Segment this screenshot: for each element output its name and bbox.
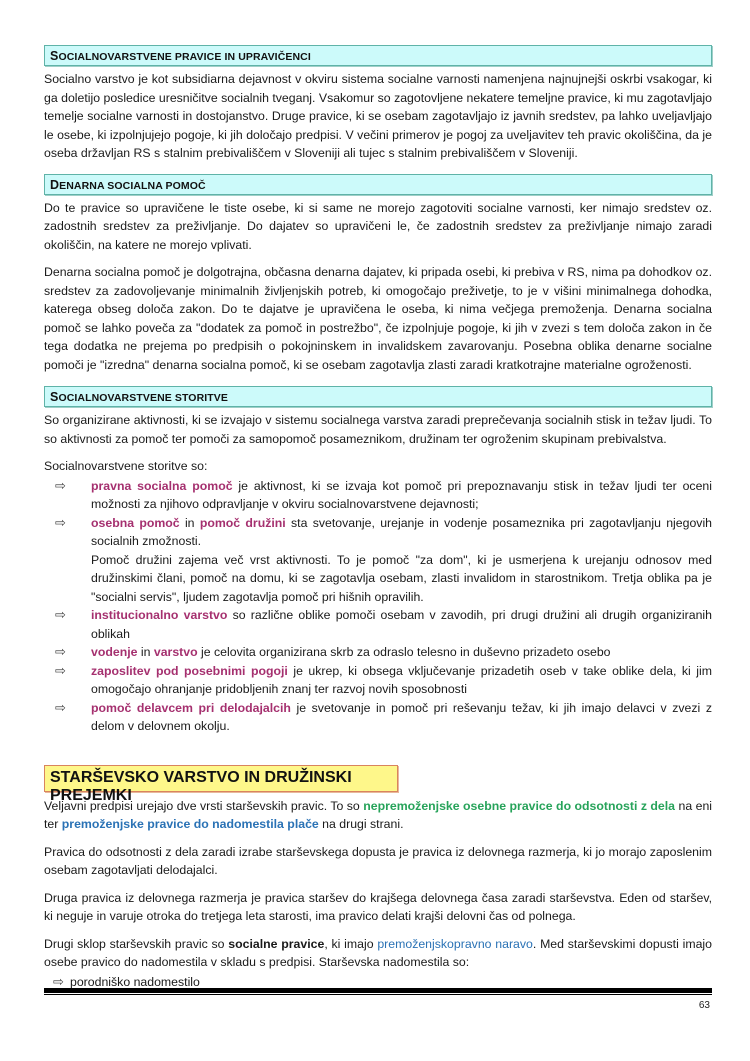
arrow-right-icon: ⇨ (55, 607, 66, 622)
footer-rule (44, 988, 712, 993)
list-item: ⇨ pravna socialna pomoč je aktivnost, ki se izvaja kot pomoč pri prepoznavanju stisk in težav ljudi ter oceni možnosti za njihovo odpravljanje v okviru socialnovarstvene dejavnosti; (55, 477, 712, 511)
list-item-extra: Pomoč družini zajema več vrst aktivnosti. To je pomoč "za dom", ki je usmerjena k urejanju odnosov med družinskimi člani, pomoč na domu, ki se zagotavlja osebam, zlasti invalidom in starostnikom. Tretja oblika pa je "socialni servis", ljudem zagotavlja pomoč pri hišnih opravilih. (91, 552, 712, 604)
document-page (44, 44, 712, 991)
services-list (44, 477, 712, 736)
paragraph: Socialnovarstvene storitve so: (44, 459, 208, 473)
paragraph: Druga pravica iz delovnega razmerja je pravica staršev do krajšega delovnega časa zaradi starševstva. Eden od staršev, ki neguje in varuje otroka do tretjega leta starosti, ima pravico delati krajši delovni čas od polnega. (44, 890, 712, 923)
footer-rule-thin (44, 994, 712, 995)
paragraph: Drugi sklop starševskih pravic so socialne pravice, ki imajo premoženjskopravno naravo. Med starševskimi dopusti imajo osebe pravico do nadomestila v skladu s predpisi. Starševska nadomestila so: (44, 936, 712, 969)
arrow-right-icon: ⇨ (55, 514, 66, 530)
list-item: ⇨ institucionalno varstvo so različne oblike pomoči osebam v zavodih, pri drugi družini ali drugih organiziranih oblikah (55, 607, 713, 641)
arrow-right-icon: ⇨ (55, 477, 66, 493)
paragraph: So organizirane aktivnosti, ki se izvajajo v sistemu socialnega varstva zaradi preprečevanja socialnih stisk in težav ljudi. To so aktivnosti za pomoč ter pomoči za samopomoč posameznikom, družinam ter ogroženim skupinam prebivalstva. (44, 413, 712, 446)
page-number: 63 (698, 1000, 710, 1011)
paragraph: Veljavni predpisi urejajo dve vrsti starševskih pravic. To so nepremoženjske osebne pravice do odsotnosti z dela na eni ter premoženjske pravice do nadomestila plače na drugi strani. (44, 798, 713, 831)
paragraph: Denarna socialna pomoč je dolgotrajna, občasna denarna dajatev, ki pripada osebi, ki prebiva v RS, nima pa dohodkov oz. sredstev za zadovoljevanje minimalnih življenjskih potreb, ki omogočajo preživetje, to je v višini minimalnega dohodka, katerega obseg določa zakon. Do te dajatve je upravičena le oseba, ki nima večjega premoženja. Denarna socialna pomoč se lahko poveča za "dodatek za pomoč in postrežbo", če izpolnjuje pogoje, ki jih v zvezi s tem določa zakon in če tega dodatka ne prejema po predpisih o pokojninskem in invalidskem zavarovanju. Posebna oblika denarne socialne pomoči je "izredna" denarna socialna pomoč, ki se osebam zagotavlja zlasti zaradi kratkotrajne materialne ogroženosti. (44, 265, 712, 372)
main-heading-starsevsko-varstvo: STARŠEVSKO VARSTVO IN DRUŽINSKI PREJEMKI (44, 765, 398, 792)
list-item: ⇨ vodenje in varstvo je celovita organizirana skrb za odraslo telesno in duševno prizadeto osebo (44, 643, 712, 662)
paragraph: Pravica do odsotnosti z dela zaradi izrabe starševskega dopusta je pravica iz delovnega razmerja, ki jo morajo zaposlenim osebam zagotavljati delodajalci. (44, 844, 712, 877)
section-heading-denarna-socialna-pomoc: DENARNA SOCIALNA POMOČ (44, 174, 712, 195)
list-item: ⇨ pomoč delavcem pri delodajalcih je svetovanje in pomoč pri reševanju težav, ki jih imajo delavci v zvezi z delom v delovnem okolju. (55, 699, 712, 733)
list-item: ⇨ zaposlitev pod posebnimi pogoji je ukrep, ki obsega vključevanje prizadetih oseb v take oblike dela, ki jim omogočajo ohranjanje pridobljenih znanj ter razvoj novih sposobnosti (55, 662, 712, 696)
list-item: ⇨ porodniško nadomestilo (44, 973, 712, 992)
list-item: ⇨ osebna pomoč in pomoč družini sta svetovanje, urejanje in vodenje posameznika pri zagotavljanju njegovih socialnih zmožnosti. Pomoč družini zajema več vrst aktivnosti. To je pomoč "za dom", ki je usmerjena k urejanju odnosov med družinskimi člani, pomoč na domu, ki se zagotavlja osebam, zlasti invalidom in starostnikom. Tretja oblika pa je "socialni servis", ljudem zagotavlja pomoč pri hišnih opravilih. (44, 514, 712, 607)
term-blue: premoženjske pravice do nadomestila plače (61, 817, 319, 831)
arrow-right-icon: ⇨ (55, 644, 66, 659)
arrow-right-icon: ⇨ (55, 662, 66, 678)
paragraph: Do te pravice so upravičene le tiste osebe, ki si same ne morejo zagotoviti socialne varnosti, ker nimajo sredstev oz. zadostnih sredstev za preživljanje. Do dajatev so upravičeni le, če zadostnih sredstev za preživljanje nimajo zaradi okoliščin, na katere ne morejo vplivati. (44, 200, 712, 252)
arrow-right-icon: ⇨ (53, 973, 64, 989)
section-heading-socialnovarstvene-pravice: SOCIALNOVARSTVENE PRAVICE IN UPRAVIČENCI (44, 45, 712, 66)
section-heading-socialnovarstvene-storitve: SOCIALNOVARSTVENE STORITVE (44, 386, 712, 407)
paragraph: Socialno varstvo je kot subsidiarna dejavnost v okviru sistema socialne varnosti namenjena najnujnejši oskrbi vsakogar, ki ga doletijo posledice uresničitve socialnih tveganj. Vsakomur so zagotovljene nekatere temeljne pravice, ki mu zagotavljajo temelje socialne varnosti in dostojanstvo. Druge pravice, ki se osebam zagotavljajo iz javnih sredstev, pa lahko uveljavljajo le osebe, ki izpolnjujejo pogoje, ki jih določajo predpisi. V večini primerov je pogoj za uveljavitev teh pravic okoliščina, da je oseba državljan RS s stalnim prebivališčem v Sloveniji ali tujec s stalnim prebivališčem v Sloveniji. (44, 72, 712, 160)
arrow-right-icon: ⇨ (55, 699, 66, 715)
term-green: nepremoženjske osebne pravice do odsotnosti z dela (363, 798, 676, 813)
